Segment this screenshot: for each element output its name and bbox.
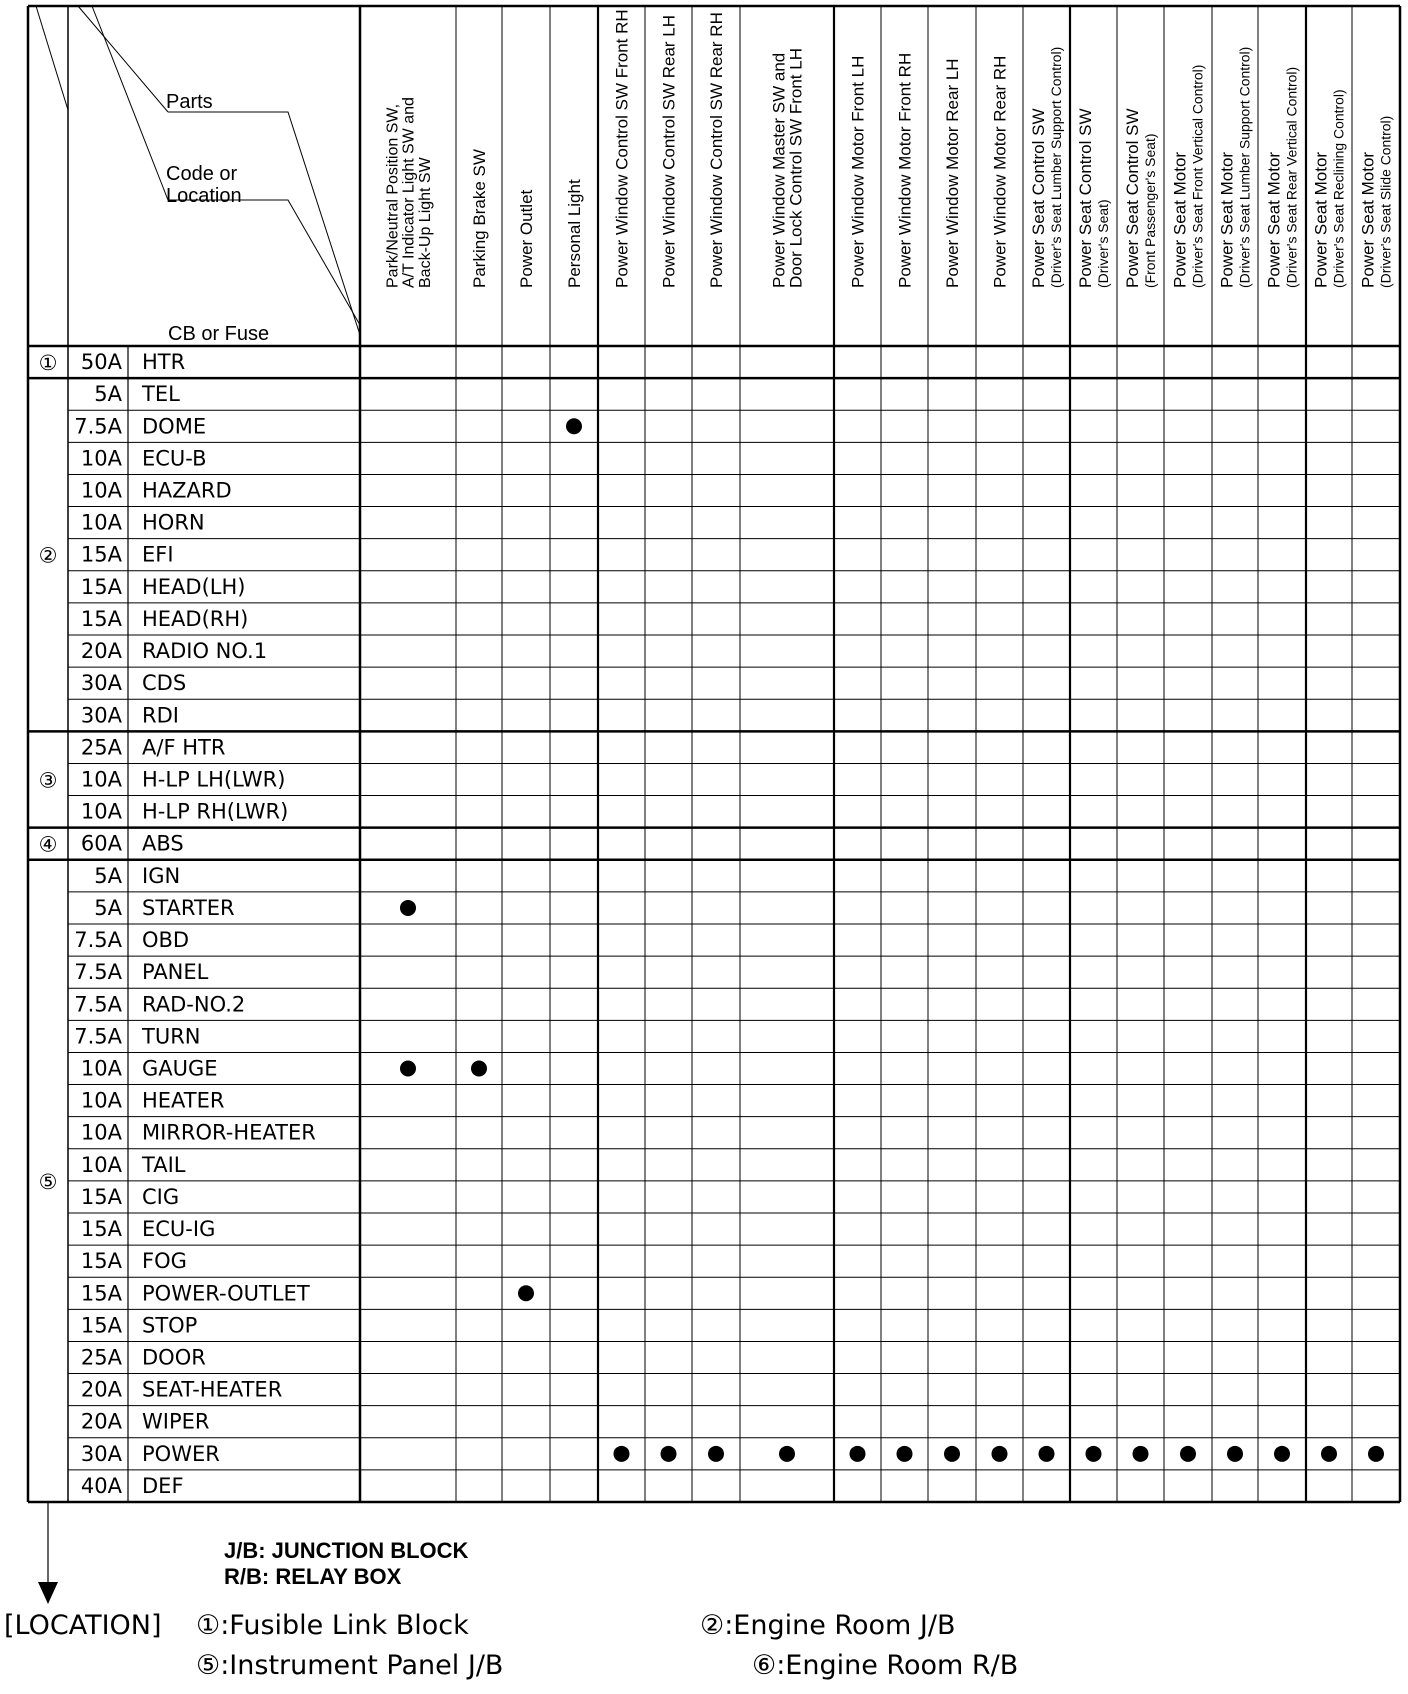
column-header-13: Power Seat Control SW: [1028, 108, 1048, 288]
legend-junction-block: J/B: JUNCTION BLOCK: [224, 1538, 469, 1563]
fuse-amperage: 30A: [80, 703, 122, 728]
column-header-14: Power Seat Control SW: [1075, 108, 1095, 288]
fuse-amperage: 15A: [80, 1249, 122, 1274]
column-header-2: Parking Brake SW: [469, 149, 489, 288]
connection-dot: [566, 418, 582, 434]
fuse-amperage: 15A: [80, 1184, 122, 1209]
fuse-name: DOME: [142, 414, 207, 439]
fuse-name: ECU-IG: [142, 1217, 216, 1242]
fuse-name: PANEL: [142, 960, 209, 985]
location-5: ⑤:Instrument Panel J/B: [196, 1650, 504, 1681]
fuse-name: RDI: [142, 703, 179, 728]
column-header-16: (Driver's Seat Front Vertical Control): [1189, 64, 1206, 288]
column-header-1: Park/Neutral Position SW,: [384, 103, 402, 288]
fuse-name: TAIL: [142, 1152, 186, 1177]
fuse-amperage: 20A: [80, 1409, 122, 1434]
column-header-15: Power Seat Control SW: [1122, 108, 1142, 288]
fuse-amperage: 10A: [80, 1152, 122, 1177]
fuse-amperage: 10A: [80, 510, 122, 535]
fuse-name: STARTER: [142, 895, 235, 920]
connection-dot: [1133, 1446, 1149, 1462]
location-code: ③: [38, 768, 58, 793]
connection-dot: [992, 1446, 1008, 1462]
fuse-name: HEAD(LH): [142, 574, 246, 599]
connection-dot: [518, 1285, 534, 1301]
corner-diagonal: [36, 6, 68, 110]
location-arrow-head: [38, 1582, 58, 1604]
connection-dot: [850, 1446, 866, 1462]
fuse-name: ABS: [142, 831, 184, 856]
fuse-name: CIG: [142, 1184, 180, 1209]
connection-dot: [471, 1061, 487, 1077]
fuse-amperage: 10A: [80, 1088, 122, 1113]
fuse-name: POWER: [142, 1441, 220, 1466]
fuse-amperage: 10A: [80, 1120, 122, 1145]
fuse-amperage: 10A: [80, 1056, 122, 1081]
fuse-name: OBD: [142, 928, 190, 953]
connection-dot: [1039, 1446, 1055, 1462]
fuse-name: RADIO NO.1: [142, 639, 268, 664]
location-code: ①: [38, 351, 58, 376]
fuse-amperage: 5A: [94, 863, 122, 888]
column-header-14: (Driver's Seat): [1095, 199, 1112, 288]
location-code: ②: [38, 543, 58, 568]
fuse-name: MIRROR-HEATER: [142, 1120, 316, 1145]
fuse-name: TEL: [142, 382, 180, 407]
fuse-amperage: 15A: [80, 542, 122, 567]
column-header-9: Power Window Motor Front LH: [848, 55, 868, 288]
corner-label-code: Code or: [166, 163, 238, 185]
fuse-name: HORN: [142, 510, 205, 535]
connection-dot: [1180, 1446, 1196, 1462]
connection-dot: [614, 1446, 630, 1462]
column-header-15: (Front Passenger's Seat): [1142, 133, 1159, 288]
fuse-amperage: 10A: [80, 478, 122, 503]
fuse-amperage: 15A: [80, 574, 122, 599]
connection-dot: [708, 1446, 724, 1462]
column-header-20: Power Seat Motor: [1358, 151, 1378, 288]
column-header-5: Power Window Control SW Front RH: [612, 9, 632, 288]
legend-relay-box: R/B: RELAY BOX: [224, 1564, 402, 1589]
fuse-amperage: 10A: [80, 767, 122, 792]
fuse-amperage: 15A: [80, 1217, 122, 1242]
fuse-name: HEATER: [142, 1088, 225, 1113]
fuse-amperage: 10A: [80, 799, 122, 824]
corner-diagonal: [78, 6, 168, 112]
fuse-name: TURN: [142, 1024, 201, 1049]
column-header-18: Power Seat Motor: [1264, 151, 1284, 288]
fuse-amperage: 15A: [80, 1313, 122, 1338]
fuse-amperage: 30A: [80, 671, 122, 696]
corner-diagonal: [168, 112, 360, 335]
fuse-amperage: 40A: [80, 1473, 122, 1498]
column-header-20: (Driver's Seat Slide Control): [1377, 115, 1394, 288]
fuse-amperage: 60A: [80, 831, 122, 856]
connection-dot: [1321, 1446, 1337, 1462]
fuse-name: WIPER: [142, 1409, 210, 1434]
fuse-name: ECU-B: [142, 446, 207, 471]
connection-dot: [1086, 1446, 1102, 1462]
connection-dot: [1227, 1446, 1243, 1462]
corner-label-parts: Parts: [166, 91, 213, 113]
fuse-name: H-LP RH(LWR): [142, 799, 289, 824]
fuse-name: FOG: [142, 1249, 187, 1274]
location-code: ④: [38, 832, 58, 857]
fuse-amperage: 25A: [80, 735, 122, 760]
fuse-amperage: 5A: [94, 382, 122, 407]
connection-dot: [400, 900, 416, 916]
fuse-amperage: 15A: [80, 1281, 122, 1306]
fuse-amperage: 5A: [94, 895, 122, 920]
fuse-name: A/F HTR: [142, 735, 226, 760]
fuse-name: GAUGE: [142, 1056, 218, 1081]
column-header-1: Back-Up Light SW: [416, 157, 434, 288]
fuse-name: DEF: [142, 1473, 184, 1498]
fuse-name: DOOR: [142, 1345, 206, 1370]
corner-label-location: Location: [166, 185, 242, 207]
column-header-8: Power Window Master SW and: [769, 52, 789, 288]
column-header-17: Power Seat Motor: [1217, 151, 1237, 288]
fuse-amperage: 30A: [80, 1441, 122, 1466]
column-header-8: Door Lock Control SW Front LH: [786, 48, 806, 288]
connection-dot: [1368, 1446, 1384, 1462]
column-header-19: Power Seat Motor: [1311, 151, 1331, 288]
fuse-name: POWER-OUTLET: [142, 1281, 310, 1306]
fuse-name: HTR: [142, 350, 186, 375]
column-header-16: Power Seat Motor: [1170, 151, 1190, 288]
location-1: ①:Fusible Link Block: [196, 1610, 469, 1641]
column-header-3: Power Outlet: [516, 189, 536, 288]
column-header-7: Power Window Control SW Rear RH: [706, 12, 726, 288]
column-header-19: (Driver's Seat Reclining Control): [1330, 89, 1347, 288]
fuse-name: EFI: [142, 542, 174, 567]
connection-dot: [779, 1446, 795, 1462]
fuse-amperage: 20A: [80, 639, 122, 664]
fuse-name: RAD-NO.2: [142, 992, 246, 1017]
fuse-amperage: 7.5A: [74, 992, 122, 1017]
column-header-11: Power Window Motor Rear LH: [942, 58, 962, 288]
fuse-amperage: 7.5A: [74, 928, 122, 953]
fuse-name: STOP: [142, 1313, 198, 1338]
fuse-amperage: 15A: [80, 606, 122, 631]
connection-dot: [661, 1446, 677, 1462]
connection-dot: [1274, 1446, 1290, 1462]
fuse-name: H-LP LH(LWR): [142, 767, 286, 792]
fuse-amperage: 7.5A: [74, 414, 122, 439]
column-header-1: A/T Indicator Light SW and: [400, 97, 418, 288]
connection-dot: [944, 1446, 960, 1462]
location-2: ②:Engine Room J/B: [700, 1610, 956, 1641]
fuse-amperage: 10A: [80, 446, 122, 471]
fuse-amperage: 25A: [80, 1345, 122, 1370]
column-header-6: Power Window Control SW Rear LH: [659, 14, 679, 288]
connection-dot: [897, 1446, 913, 1462]
column-header-4: Personal Light: [564, 179, 584, 288]
fuse-amperage: 7.5A: [74, 960, 122, 985]
fuse-name: SEAT-HEATER: [142, 1377, 283, 1402]
fuse-amperage: 50A: [80, 350, 122, 375]
fuse-name: CDS: [142, 671, 187, 696]
column-header-18: (Driver's Seat Rear Vertical Control): [1283, 66, 1300, 288]
column-header-10: Power Window Motor Front RH: [895, 52, 915, 288]
corner-diagonal: [92, 6, 168, 200]
fuse-amperage: 7.5A: [74, 1024, 122, 1049]
location-label: [LOCATION]: [4, 1610, 162, 1641]
location-6: ⑥:Engine Room R/B: [752, 1650, 1019, 1681]
column-header-13: (Driver's Seat Lumber Support Control): [1048, 46, 1065, 288]
connection-dot: [400, 1061, 416, 1077]
corner-label-cb-or-fuse: CB or Fuse: [168, 323, 270, 345]
fuse-name: HEAD(RH): [142, 606, 249, 631]
fuse-amperage: 20A: [80, 1377, 122, 1402]
fuse-name: IGN: [142, 863, 181, 888]
corner-diagonal: [168, 200, 360, 325]
column-header-17: (Driver's Seat Lumber Support Control): [1236, 46, 1253, 288]
fuse-name: HAZARD: [142, 478, 232, 503]
column-header-12: Power Window Motor Rear RH: [990, 55, 1010, 288]
location-code: ⑤: [38, 1169, 58, 1194]
